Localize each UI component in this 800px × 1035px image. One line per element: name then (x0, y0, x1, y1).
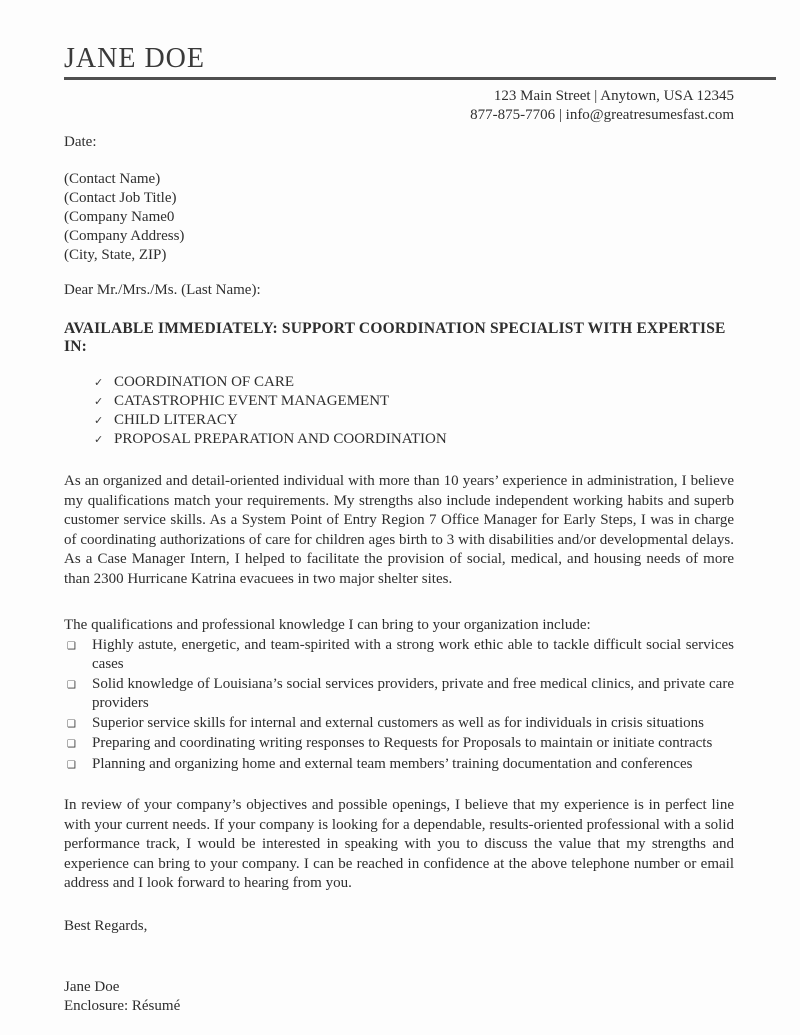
checkmark-icon: ✓ (94, 414, 104, 427)
recipient-contact-name: (Contact Name) (64, 171, 161, 187)
checkmark-icon: ✓ (94, 395, 104, 408)
intro-paragraph: As an organized and detail-oriented individual with more than 10 years’ experience in administration, I believe my qualifications match your requirements. My strengths also include independent working habits and superb customer service skills. As a System Point of Entry Region 7 Office Manager for Early Steps, I was in charge of coordinating authorizations of care for children ages birth to 3 with disabilities and/or developmental delays. As a Case Manager Intern, I helped to facilitate the provision of social, medical, and housing needs of more than 2300 Hurricane Katrina evacuees in two major shelter sites. (64, 473, 734, 587)
checkmark-icon: ✓ (94, 376, 104, 389)
list-item (64, 675, 734, 714)
qualification-text: Preparing and coordinating writing responses to Requests for Proposals to maintain or initiate contracts (92, 735, 713, 751)
expertise-list (64, 373, 734, 449)
list-item (64, 755, 734, 776)
closing-paragraph: In review of your company’s objectives and possible openings, I believe that my experience is in perfect line with your current needs. If your company is looking for a dependable, results-oriented professional with a solid performance track, I would be interested in speaking with you to discuss the value that my strengths and experience can bring to your company. I can be reached in confidence at the above telephone number or email address and I look forward to hearing from you. (64, 797, 734, 891)
signature-name: Jane Doe (64, 978, 120, 995)
recipient-company-name: (Company Name0 (64, 209, 175, 225)
recipient-job-title: (Contact Job Title) (64, 190, 177, 206)
sender-name: JANE DOE (64, 43, 205, 74)
qualifications-list (64, 636, 734, 776)
square-bullet-icon: ❑ (67, 739, 76, 750)
expertise-item-label: CHILD LITERACY (114, 412, 238, 428)
square-bullet-icon: ❑ (67, 679, 76, 691)
contact-address-line: 123 Main Street | Anytown, USA 12345 (493, 88, 734, 104)
list-item (94, 411, 734, 430)
expertise-item-label: PROPOSAL PREPARATION AND COORDINATION (114, 431, 447, 447)
recipient-company-address: (Company Address) (64, 228, 185, 244)
recipient-city-state-zip: (City, State, ZIP) (64, 247, 167, 263)
expertise-item-label: COORDINATION OF CARE (114, 374, 295, 390)
checkmark-icon: ✓ (94, 433, 104, 446)
contact-block (64, 87, 734, 125)
square-bullet-icon: ❑ (67, 759, 76, 771)
valediction: Best Regards, (64, 917, 148, 934)
contact-phone-email-line: 877-875-7706 | info@greatresumesfast.com (470, 107, 734, 123)
qualification-text: Superior service skills for internal and external customers as well as for individuals in crisis situations (92, 714, 704, 731)
list-item (94, 392, 734, 411)
qualification-text: Planning and organizing home and external team members’ training documentation and conferences (92, 755, 693, 772)
headline: AVAILABLE IMMEDIATELY: SUPPORT COORDINATION SPECIALIST WITH EXPERTISE IN: (64, 320, 726, 355)
header-divider (64, 77, 776, 80)
qualification-text: Highly astute, energetic, and team-spirited with a strong work ethic able to tackle difficult social services cases (92, 636, 734, 672)
square-bullet-icon: ❑ (67, 718, 76, 730)
list-item (94, 430, 734, 449)
list-item (64, 714, 734, 735)
enclosure-line: Enclosure: Résumé (64, 997, 181, 1014)
recipient-block (64, 170, 734, 265)
square-bullet-icon: ❑ (67, 640, 76, 652)
list-item (64, 636, 734, 675)
list-item (94, 373, 734, 392)
expertise-item-label: CATASTROPHIC EVENT MANAGEMENT (114, 393, 390, 409)
salutation: Dear Mr./Mrs./Ms. (Last Name): (64, 282, 261, 298)
date-label: Date: (64, 134, 97, 150)
qualifications-intro: The qualifications and professional knowledge I can bring to your organization include: (64, 617, 591, 633)
qualification-text: Solid knowledge of Louisiana’s social services providers, private and free medical clinics, and private care providers (92, 675, 734, 711)
list-item (64, 734, 734, 755)
